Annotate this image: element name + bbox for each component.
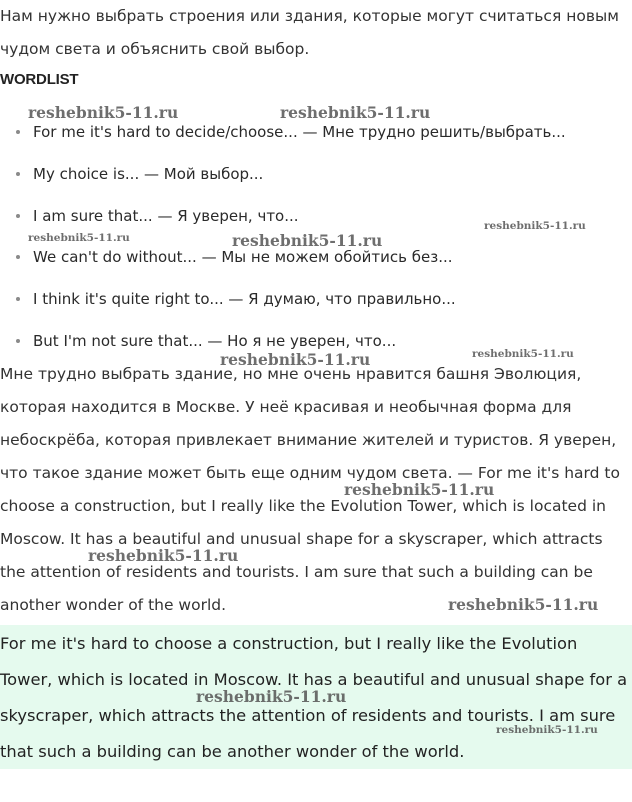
watermark: reshebnik5-11.ru <box>196 687 347 706</box>
wordlist-heading: WORDLIST <box>0 71 79 88</box>
watermark: reshebnik5-11.ru <box>220 350 371 369</box>
watermark: reshebnik5-11.ru <box>280 103 431 122</box>
bullet-icon <box>16 130 20 134</box>
bullet-icon <box>16 255 20 259</box>
watermark: reshebnik5-11.ru <box>484 220 586 232</box>
watermark: reshebnik5-11.ru <box>232 231 383 250</box>
wordlist-item-text: My choice is... — Мой выбор... <box>33 165 264 183</box>
task-intro: Нам нужно выбрать строения или здания, которые могут считаться новым чудом света и объяснить свой выбор. <box>0 7 619 58</box>
bullet-icon <box>16 214 20 218</box>
bullet-icon <box>16 339 20 343</box>
wordlist-item-text: But I'm not sure that... — Но я не уверен, что... <box>33 332 397 350</box>
wordlist-item-text: We can't do without... — Мы не можем обойтись без... <box>33 248 453 266</box>
watermark: reshebnik5-11.ru <box>28 232 130 244</box>
wordlist-item-text: For me it's hard to decide/choose... — Мне трудно решить/выбрать... <box>33 123 566 141</box>
watermark: reshebnik5-11.ru <box>28 103 179 122</box>
watermark: reshebnik5-11.ru <box>472 348 574 360</box>
answer-box <box>0 625 632 769</box>
bullet-icon <box>16 297 20 301</box>
example-paragraph: Мне трудно выбрать здание, но мне очень нравится башня Эволюция, которая находится в Москве. У неё красивая и необычная форма для небоскрёба, которая привлекает внимание жителей и туристов. Я уверен, что такое здание может быть еще одним чудом света. — For me it's hard to choose a construction, but I really like the Evolution Tower, which is located in Moscow. It has a beautiful and unusual shape for a skyscraper, which attracts the attention of residents and tourists. I am sure that such a building can be another wonder of the world. <box>0 365 620 614</box>
watermark: reshebnik5-11.ru <box>88 546 239 565</box>
watermark: reshebnik5-11.ru <box>448 595 599 614</box>
wordlist-item-text: I am sure that... — Я уверен, что... <box>33 207 299 225</box>
watermark: reshebnik5-11.ru <box>344 480 495 499</box>
wordlist-item-text: I think it's quite right to... — Я думаю, что правильно... <box>33 290 456 308</box>
bullet-icon <box>16 172 20 176</box>
watermark: reshebnik5-11.ru <box>496 724 598 736</box>
answer-text: For me it's hard to choose a construction, but I really like the Evolution Tower, which is located in Moscow. It has a beautiful and unusual shape for a skyscraper, which attracts the attention of residents and tourists. I am sure that such a building can be another wonder of the world. <box>0 634 628 761</box>
